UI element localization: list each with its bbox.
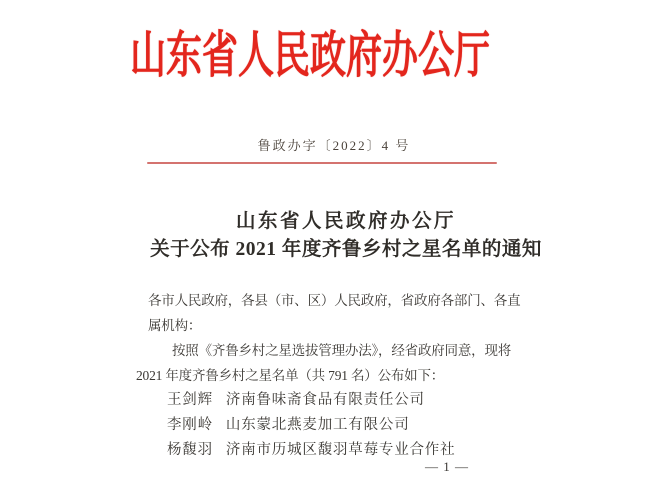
masthead [0, 26, 650, 97]
page-number: — 1 — [425, 459, 469, 474]
star-company: 济南鲁味斋食品有限责任公司 [225, 392, 425, 408]
star-company: 山东蒙北燕麦加工有限公司 [225, 417, 410, 433]
body-line-recipients-2: 属机构： [148, 318, 202, 333]
body-line-intro-1: 按照《齐鲁乡村之星选拔管理办法》，经省政府同意，现将 [172, 343, 512, 358]
star-entry [136, 413, 516, 438]
red-divider-line [147, 162, 497, 164]
star-name: 王剑辉 [167, 392, 213, 408]
star-company: 济南市历城区馥羽草莓专业合作社 [225, 442, 456, 458]
doc-number: 鲁政办字〔2022〕4 号 [257, 138, 411, 153]
notice-title-line1: 山东省人民政府办公厅 [235, 211, 456, 232]
body-line-intro-2: 2021 年度齐鲁乡村之星名单（共 791 名）公布如下： [136, 368, 445, 383]
notice-body [136, 288, 521, 463]
star-name: 杨馥羽 [167, 442, 213, 458]
star-entry [136, 388, 516, 413]
star-name: 李刚岭 [167, 417, 213, 433]
body-line-recipients-1: 各市人民政府，各县（市、区）人民政府，省政府各部门、各直 [148, 293, 521, 308]
notice-title-line2: 关于公布 2021 年度齐鲁乡村之星名单的通知 [150, 239, 542, 260]
masthead-title: 山东省人民政府办公厅 [130, 27, 490, 83]
